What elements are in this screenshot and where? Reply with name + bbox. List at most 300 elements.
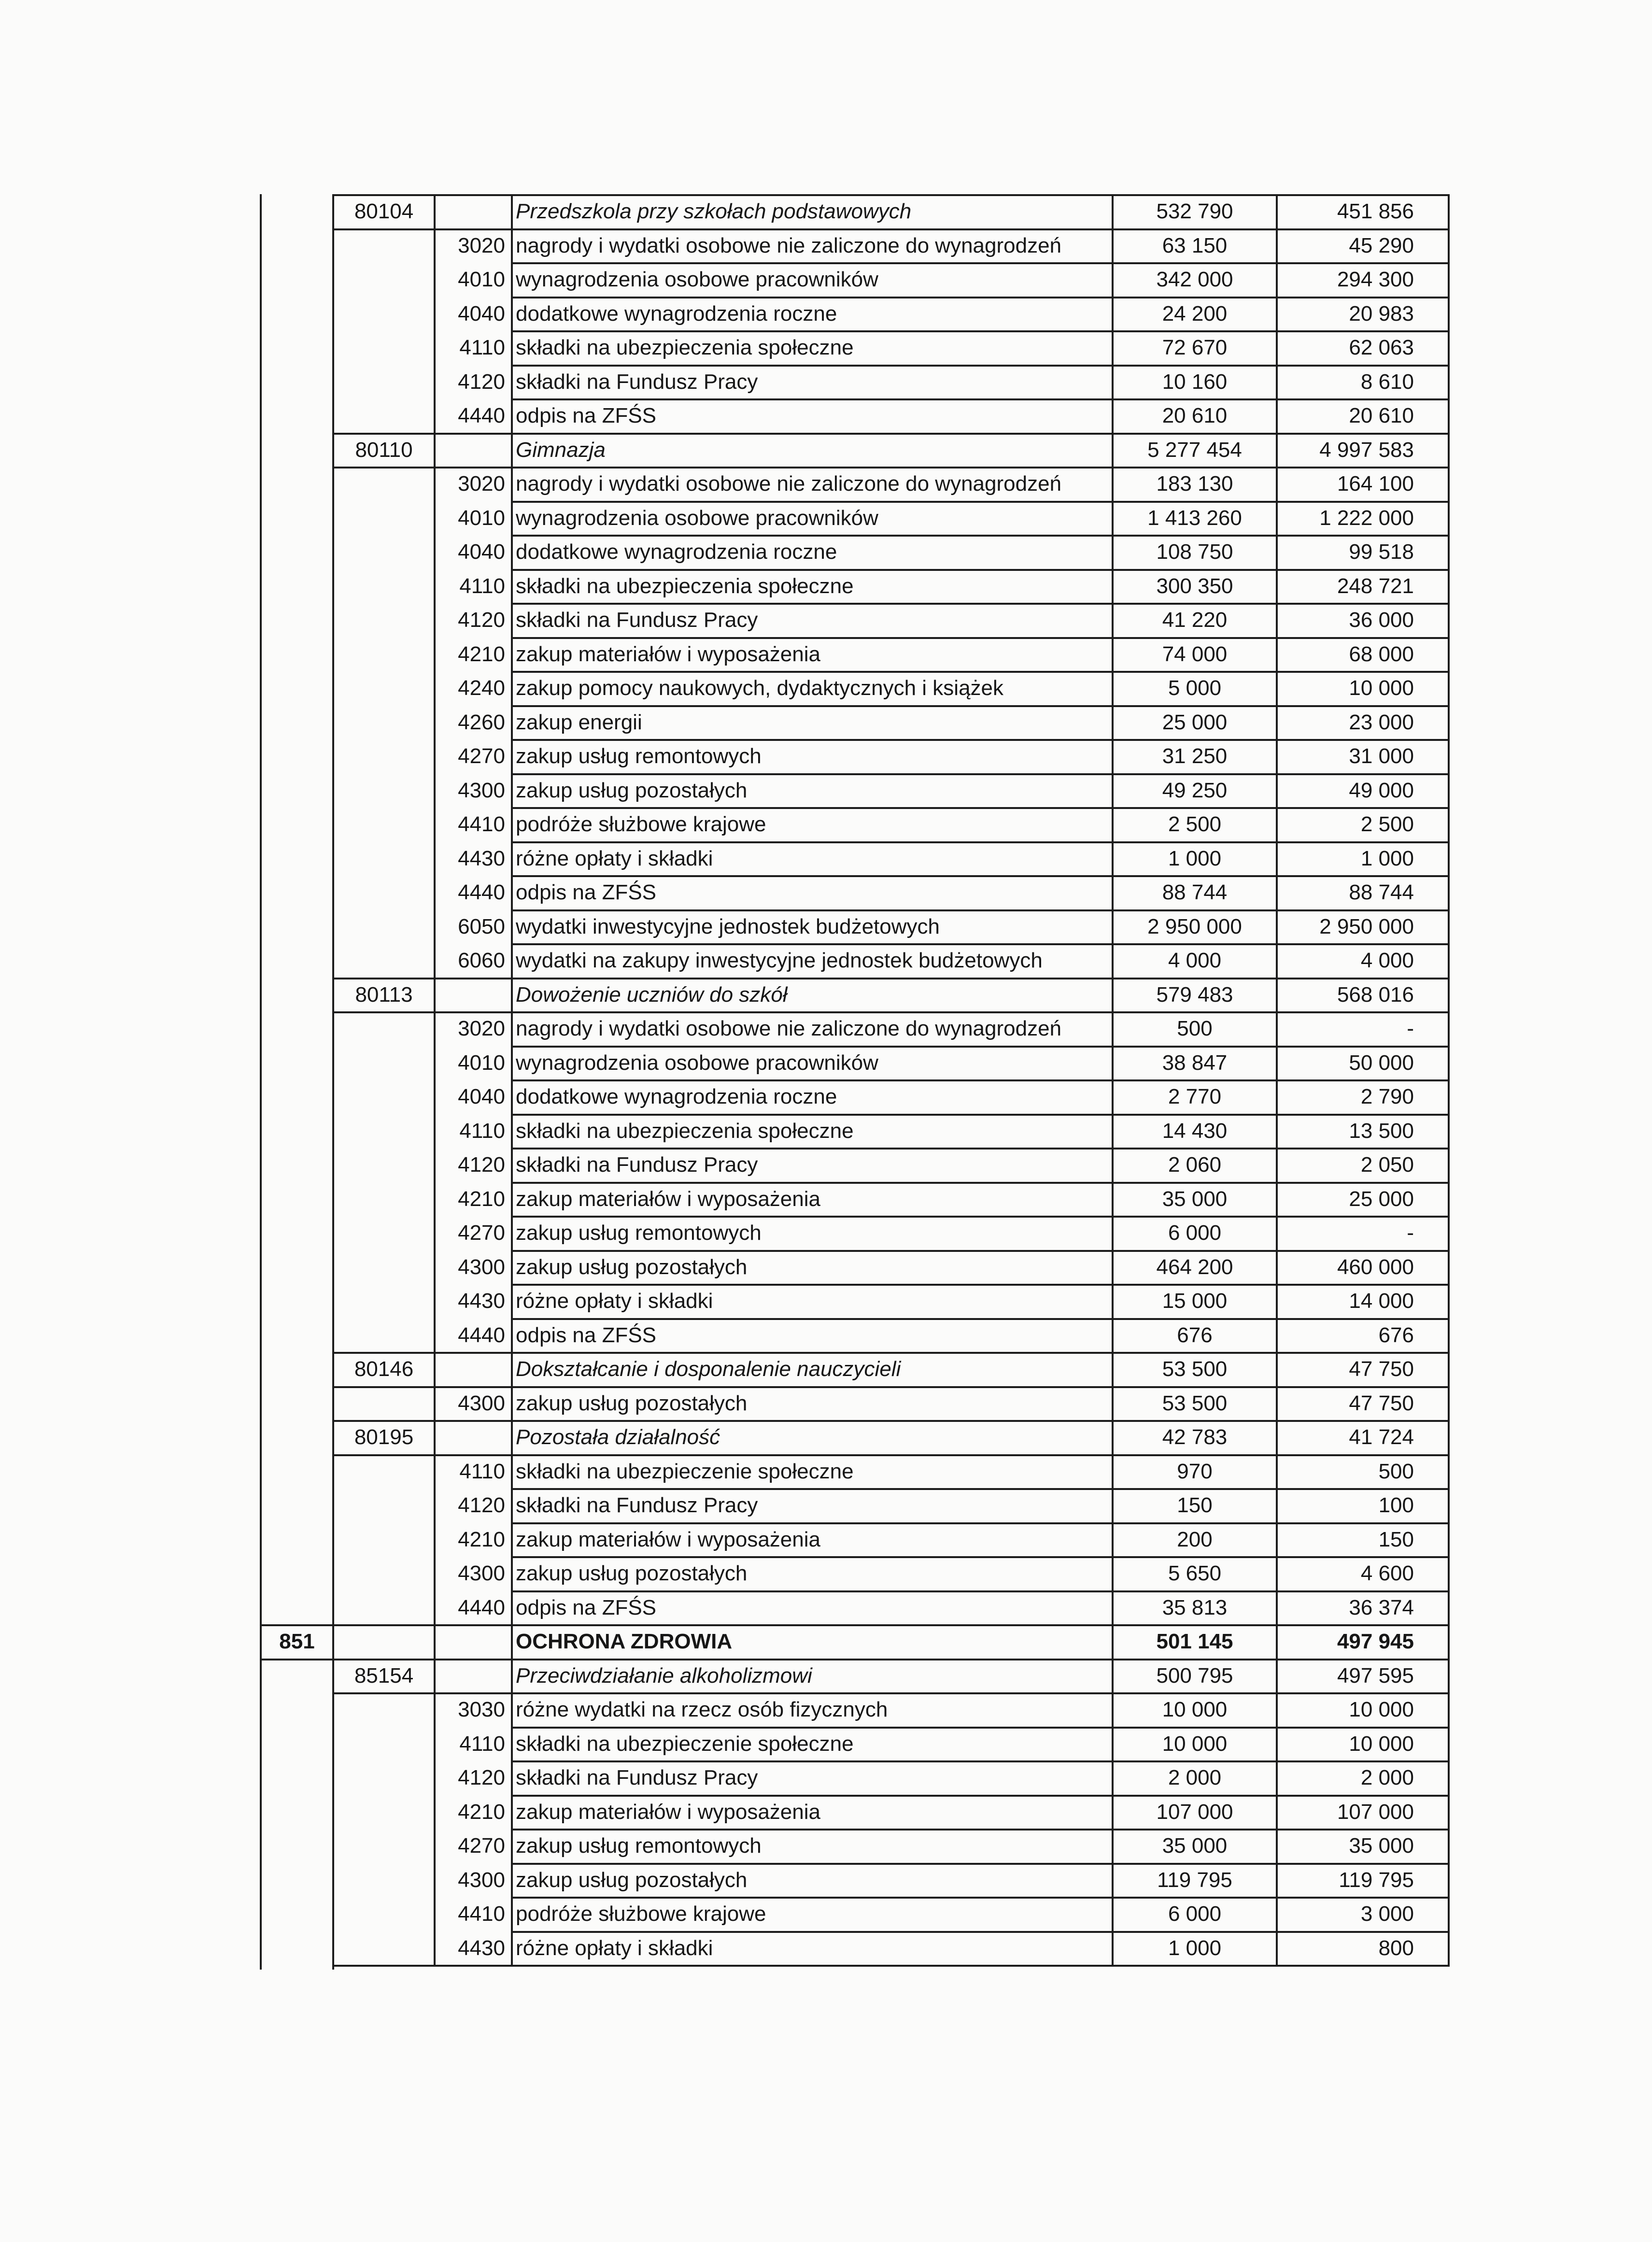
- cell-border: [1448, 1114, 1450, 1150]
- execution-amount: -: [1407, 1221, 1414, 1245]
- expense-name: zakup usług pozostałych: [516, 1561, 748, 1585]
- expense-name: składki na Fundusz Pracy: [516, 1766, 758, 1789]
- execution-amount: 36 374: [1349, 1595, 1414, 1619]
- paragraf-code: 4430: [458, 846, 505, 870]
- expense-name: zakup materiałów i wyposażenia: [516, 1187, 820, 1211]
- plan-amount: 300 350: [1156, 574, 1233, 598]
- cell-border: [1448, 875, 1450, 911]
- expense-name: wynagrodzenia osobowe pracowników: [516, 506, 878, 530]
- expense-name: zakup usług pozostałych: [516, 778, 748, 802]
- expense-name: składki na Fundusz Pracy: [516, 1493, 758, 1517]
- plan-amount: 342 000: [1156, 268, 1233, 291]
- paragraf-code: 4110: [459, 1459, 505, 1483]
- rozdzial-code: 80110: [355, 438, 413, 462]
- plan-amount: 200: [1177, 1527, 1213, 1551]
- expense-name: zakup materiałów i wyposażenia: [516, 1800, 820, 1824]
- expense-name: składki na ubezpieczenie społeczne: [516, 1731, 854, 1756]
- plan-amount: 2 950 000: [1147, 914, 1242, 938]
- plan-amount: 35 000: [1162, 1187, 1228, 1211]
- expense-name: składki na ubezpieczenie społeczne: [516, 1459, 854, 1483]
- cell-border: [1448, 1488, 1450, 1524]
- expense-name: wynagrodzenia osobowe pracowników: [516, 268, 878, 291]
- cell-border: [1448, 1795, 1450, 1831]
- plan-amount: 1 413 260: [1147, 506, 1242, 530]
- plan-amount: 10 000: [1162, 1698, 1228, 1721]
- execution-amount: 68 000: [1349, 642, 1414, 666]
- cell-border: [511, 1352, 513, 1388]
- expense-name: składki na ubezpieczenia społeczne: [516, 336, 854, 359]
- paragraf-code: 3020: [458, 233, 505, 257]
- plan-amount: 72 670: [1162, 336, 1228, 359]
- cell-border: [434, 978, 436, 1014]
- paragraf-code: 4040: [458, 301, 505, 326]
- cell-border: [1448, 1863, 1450, 1899]
- execution-amount: 2 000: [1360, 1766, 1414, 1789]
- cell-border: [511, 1692, 513, 1729]
- paragraf-code: 3030: [458, 1698, 505, 1721]
- execution-amount: 10 000: [1349, 1731, 1414, 1756]
- cell-border: [1448, 1250, 1450, 1286]
- expense-name: zakup energii: [516, 710, 642, 734]
- cell-border: [434, 1420, 436, 1456]
- execution-amount: 800: [1378, 1936, 1414, 1960]
- paragraf-code: 4040: [458, 540, 505, 564]
- expense-name: Dokształcanie i dosponalenie nauczycieli: [516, 1357, 901, 1381]
- cell-border: [1448, 841, 1450, 878]
- execution-amount: 2 500: [1360, 812, 1414, 836]
- expense-name: składki na ubezpieczenia społeczne: [516, 574, 854, 598]
- plan-amount: 1 000: [1168, 846, 1222, 870]
- cell-border: [434, 433, 436, 469]
- execution-amount: 2 950 000: [1319, 914, 1414, 938]
- paragraf-code: 4120: [458, 1153, 505, 1177]
- cell-border: [511, 1011, 513, 1048]
- cell-border: [1448, 1386, 1450, 1422]
- paragraf-code: 4240: [458, 676, 505, 700]
- cell-border: [511, 1284, 513, 1320]
- paragraf-code: 4040: [458, 1085, 505, 1108]
- plan-amount: 14 430: [1162, 1119, 1228, 1143]
- expense-name: odpis na ZFŚS: [516, 880, 657, 904]
- cell-border: [511, 807, 513, 843]
- cell-border: [511, 943, 513, 979]
- plan-amount: 63 150: [1162, 233, 1228, 257]
- plan-amount: 2 060: [1168, 1153, 1222, 1177]
- cell-border: [1448, 1046, 1450, 1082]
- cell-border: [1448, 535, 1450, 571]
- plan-amount: 74 000: [1162, 642, 1228, 666]
- plan-amount: 119 795: [1157, 1868, 1232, 1892]
- execution-amount: 4 997 583: [1319, 438, 1414, 462]
- paragraf-code: 4410: [458, 1902, 505, 1926]
- execution-amount: 35 000: [1349, 1834, 1414, 1858]
- plan-amount: 500: [1177, 1017, 1213, 1040]
- execution-amount: 451 856: [1337, 199, 1414, 223]
- cell-border: [511, 1079, 513, 1116]
- execution-amount: 568 016: [1337, 982, 1414, 1007]
- cell-border: [511, 773, 513, 809]
- execution-amount: 107 000: [1337, 1800, 1414, 1824]
- expense-name: Pozostała działalność: [516, 1425, 720, 1449]
- plan-amount: 1 000: [1168, 1936, 1222, 1960]
- paragraf-code: 4010: [458, 1050, 505, 1075]
- cell-border: [1448, 1148, 1450, 1184]
- cell-border: [511, 1318, 513, 1354]
- paragraf-code: 4260: [458, 710, 505, 734]
- rozdzial-code: 85154: [354, 1663, 414, 1688]
- expense-name: zakup usług pozostałych: [516, 1391, 748, 1415]
- cell-border: [1448, 1829, 1450, 1865]
- cell-border: [1448, 398, 1450, 435]
- cell-border: [1448, 637, 1450, 673]
- cell-border: [1448, 943, 1450, 979]
- paragraf-code: 4210: [458, 1800, 505, 1824]
- plan-amount: 2 000: [1168, 1766, 1222, 1789]
- cell-border: [1448, 1522, 1450, 1559]
- execution-amount: 45 290: [1349, 233, 1414, 257]
- execution-amount: 164 100: [1337, 472, 1414, 496]
- cell-border: [511, 1488, 513, 1524]
- plan-amount: 500 795: [1156, 1663, 1233, 1688]
- cell-border: [511, 228, 513, 265]
- left-margin-rule: [260, 194, 262, 1970]
- cell-border: [511, 671, 513, 707]
- plan-amount: 6 000: [1168, 1902, 1222, 1926]
- execution-amount: 50 000: [1349, 1050, 1414, 1075]
- plan-amount: 5 650: [1168, 1561, 1222, 1585]
- cell-border: [511, 909, 513, 946]
- execution-amount: 20 983: [1349, 301, 1414, 326]
- expense-name: wynagrodzenia osobowe pracowników: [516, 1050, 878, 1075]
- execution-amount: 3 000: [1360, 1902, 1414, 1926]
- cell-border: [511, 501, 513, 537]
- execution-amount: 31 000: [1349, 744, 1414, 768]
- cell-border: [1448, 1011, 1450, 1048]
- execution-amount: 62 063: [1349, 336, 1414, 359]
- plan-amount: 10 000: [1162, 1731, 1228, 1756]
- execution-amount: 460 000: [1337, 1255, 1414, 1279]
- execution-amount: 2 050: [1360, 1153, 1414, 1177]
- cell-border: [1448, 194, 1450, 230]
- paragraf-code: 3020: [458, 472, 505, 496]
- cell-border: [1448, 739, 1450, 775]
- paragraf-code: 6060: [458, 949, 505, 972]
- cell-border: [1448, 909, 1450, 946]
- plan-amount: 31 250: [1162, 744, 1228, 768]
- execution-amount: 100: [1378, 1493, 1414, 1517]
- plan-amount: 53 500: [1162, 1357, 1228, 1381]
- paragraf-code: 4210: [458, 1527, 505, 1551]
- paragraf-code: 4120: [458, 1493, 505, 1517]
- cell-border: [434, 194, 436, 230]
- expense-name: wydatki na zakupy inwestycyjne jednostek budżetowych: [516, 949, 1043, 972]
- row-border: [332, 1965, 1450, 1967]
- plan-amount: 88 744: [1162, 880, 1228, 904]
- rozdzial-code: 80146: [354, 1357, 414, 1381]
- execution-amount: 150: [1378, 1527, 1414, 1551]
- expense-name: zakup usług remontowych: [516, 1221, 762, 1245]
- execution-amount: 2 790: [1360, 1085, 1414, 1108]
- execution-amount: 20 610: [1349, 404, 1414, 427]
- expense-name: dodatkowe wynagrodzenia roczne: [516, 301, 837, 326]
- cell-border: [434, 1624, 436, 1660]
- paragraf-code: 4300: [458, 1561, 505, 1585]
- expense-name: składki na Fundusz Pracy: [516, 369, 758, 394]
- plan-amount: 107 000: [1156, 1800, 1233, 1824]
- execution-amount: 1 222 000: [1319, 506, 1414, 530]
- cell-border: [1448, 501, 1450, 537]
- cell-border: [511, 1148, 513, 1184]
- cell-border: [1448, 1352, 1450, 1388]
- cell-border: [511, 1216, 513, 1252]
- cell-border: [1448, 1216, 1450, 1252]
- expense-name: różne opłaty i składki: [516, 1936, 713, 1960]
- dzial-code: 851: [279, 1630, 315, 1653]
- paragraf-code: 4300: [458, 778, 505, 802]
- execution-amount: 36 000: [1349, 608, 1414, 632]
- cell-border: [1448, 1727, 1450, 1763]
- cell-border: [1448, 1624, 1450, 1660]
- expense-name: różne wydatki na rzecz osób fizycznych: [516, 1698, 888, 1721]
- cell-border: [1448, 1897, 1450, 1933]
- expense-name: nagrody i wydatki osobowe nie zaliczone do wynagrodzeń: [516, 472, 1062, 496]
- expense-name: różne opłaty i składki: [516, 1289, 713, 1313]
- paragraf-code: 6050: [458, 914, 505, 938]
- expense-name: dodatkowe wynagrodzenia roczne: [516, 540, 837, 564]
- plan-amount: 5 277 454: [1147, 438, 1242, 462]
- paragraf-code: 4430: [458, 1936, 505, 1960]
- expense-name: składki na Fundusz Pracy: [516, 1153, 758, 1177]
- plan-amount: 38 847: [1162, 1050, 1228, 1075]
- expense-name: odpis na ZFŚS: [516, 1595, 657, 1619]
- paragraf-code: 3020: [458, 1017, 505, 1040]
- paragraf-code: 4440: [458, 880, 505, 904]
- cell-border: [511, 637, 513, 673]
- execution-amount: 23 000: [1349, 710, 1414, 734]
- paragraf-code: 4430: [458, 1289, 505, 1313]
- cell-border: [1448, 1590, 1450, 1627]
- cell-border: [511, 739, 513, 775]
- execution-amount: 47 750: [1349, 1391, 1414, 1415]
- expense-name: OCHRONA ZDROWIA: [516, 1630, 733, 1653]
- cell-border: [1448, 1692, 1450, 1729]
- plan-amount: 24 200: [1162, 301, 1228, 326]
- cell-border: [1448, 467, 1450, 503]
- plan-amount: 35 000: [1162, 1834, 1228, 1858]
- cell-border: [511, 1659, 513, 1695]
- cell-border: [511, 569, 513, 605]
- cell-border: [1448, 807, 1450, 843]
- cell-border: [1448, 978, 1450, 1014]
- plan-amount: 20 610: [1162, 404, 1228, 427]
- paragraf-code: 4270: [458, 1221, 505, 1245]
- cell-border: [511, 1727, 513, 1763]
- execution-amount: 1 000: [1360, 846, 1414, 870]
- execution-amount: 497 945: [1337, 1630, 1414, 1653]
- expense-name: dodatkowe wynagrodzenia roczne: [516, 1085, 837, 1108]
- cell-border: [511, 1114, 513, 1150]
- execution-amount: 119 795: [1339, 1868, 1414, 1892]
- plan-amount: 49 250: [1162, 778, 1228, 802]
- plan-amount: 676: [1177, 1323, 1213, 1347]
- cell-border: [1448, 1556, 1450, 1592]
- expense-name: zakup materiałów i wyposażenia: [516, 642, 820, 666]
- expense-name: Przeciwdziałanie alkoholizmowi: [516, 1663, 812, 1688]
- execution-amount: 47 750: [1349, 1357, 1414, 1381]
- cell-border: [511, 875, 513, 911]
- cell-border: [511, 1897, 513, 1933]
- paragraf-code: 4010: [458, 268, 505, 291]
- plan-amount: 15 000: [1162, 1289, 1228, 1313]
- cell-border: [511, 1250, 513, 1286]
- cell-border: [1448, 433, 1450, 469]
- execution-amount: 4 600: [1360, 1561, 1414, 1585]
- cell-border: [511, 978, 513, 1014]
- cell-border: [1448, 262, 1450, 298]
- plan-amount: 4 000: [1168, 949, 1222, 972]
- plan-amount: 970: [1177, 1459, 1213, 1483]
- plan-amount: 183 130: [1156, 472, 1233, 496]
- execution-amount: 8 610: [1360, 369, 1414, 394]
- plan-amount: 41 220: [1162, 608, 1228, 632]
- cell-border: [511, 467, 513, 503]
- paragraf-code: 4110: [459, 336, 505, 359]
- cell-border: [511, 535, 513, 571]
- cell-border: [511, 398, 513, 435]
- execution-amount: 10 000: [1349, 1698, 1414, 1721]
- execution-amount: 88 744: [1349, 880, 1414, 904]
- rozdzial-code: 80104: [354, 199, 414, 223]
- expense-name: składki na ubezpieczenia społeczne: [516, 1119, 854, 1143]
- cell-border: [511, 1386, 513, 1422]
- cell-border: [511, 194, 513, 230]
- plan-amount: 25 000: [1162, 710, 1228, 734]
- cell-border: [511, 1863, 513, 1899]
- paragraf-code: 4440: [458, 1323, 505, 1347]
- execution-amount: 10 000: [1349, 676, 1414, 700]
- execution-amount: 99 518: [1349, 540, 1414, 564]
- cell-border: [511, 603, 513, 639]
- execution-amount: 294 300: [1337, 268, 1414, 291]
- cell-border: [1448, 1760, 1450, 1797]
- expense-name: podróże służbowe krajowe: [516, 812, 766, 836]
- cell-border: [511, 1182, 513, 1218]
- paragraf-code: 4270: [458, 1834, 505, 1858]
- execution-amount: -: [1407, 1017, 1414, 1040]
- paragraf-code: 4300: [458, 1391, 505, 1415]
- execution-amount: 41 724: [1349, 1425, 1414, 1449]
- paragraf-code: 4300: [458, 1868, 505, 1892]
- execution-amount: 14 000: [1349, 1289, 1414, 1313]
- plan-amount: 579 483: [1156, 982, 1233, 1007]
- cell-border: [1448, 365, 1450, 401]
- expense-name: nagrody i wydatki osobowe nie zaliczone do wynagrodzeń: [516, 1017, 1062, 1040]
- paragraf-code: 4110: [459, 1731, 505, 1756]
- expense-name: wydatki inwestycyjne jednostek budżetowych: [516, 914, 940, 938]
- expense-name: zakup usług remontowych: [516, 744, 762, 768]
- plan-amount: 2 770: [1168, 1085, 1222, 1108]
- plan-amount: 150: [1177, 1493, 1213, 1517]
- execution-amount: 25 000: [1349, 1187, 1414, 1211]
- cell-border: [1448, 228, 1450, 265]
- cell-border: [511, 841, 513, 878]
- paragraf-code: 4440: [458, 404, 505, 427]
- execution-amount: 4 000: [1360, 949, 1414, 972]
- plan-amount: 464 200: [1156, 1255, 1233, 1279]
- expense-name: składki na Fundusz Pracy: [516, 608, 758, 632]
- cell-border: [1448, 1659, 1450, 1695]
- cell-border: [511, 262, 513, 298]
- paragraf-code: 4270: [458, 744, 505, 768]
- paragraf-code: 4210: [458, 1187, 505, 1211]
- execution-amount: 49 000: [1349, 778, 1414, 802]
- cell-border: [1448, 569, 1450, 605]
- cell-border: [1448, 330, 1450, 367]
- execution-amount: 497 595: [1337, 1663, 1414, 1688]
- cell-border: [1448, 1318, 1450, 1354]
- expense-name: odpis na ZFŚS: [516, 1323, 657, 1347]
- cell-border: [434, 1352, 436, 1388]
- cell-border: [1448, 1420, 1450, 1456]
- plan-amount: 35 813: [1162, 1595, 1228, 1619]
- plan-amount: 42 783: [1162, 1425, 1228, 1449]
- cell-border: [511, 1795, 513, 1831]
- plan-amount: 501 145: [1156, 1630, 1233, 1653]
- plan-amount: 2 500: [1168, 812, 1222, 836]
- cell-border: [511, 1522, 513, 1559]
- expense-name: zakup usług pozostałych: [516, 1868, 748, 1892]
- expense-name: zakup pomocy naukowych, dydaktycznych i książek: [516, 676, 1004, 700]
- cell-border: [1448, 1284, 1450, 1320]
- cell-border: [511, 365, 513, 401]
- cell-border: [511, 433, 513, 469]
- cell-border: [511, 1829, 513, 1865]
- expense-name: Gimnazja: [516, 438, 606, 462]
- cell-border: [1448, 705, 1450, 741]
- rozdzial-code: 80195: [354, 1425, 414, 1449]
- cell-border: [1448, 1931, 1450, 1967]
- plan-amount: 53 500: [1162, 1391, 1228, 1415]
- paragraf-code: 4120: [458, 1766, 505, 1789]
- cell-border: [511, 1624, 513, 1660]
- cell-border: [1448, 1079, 1450, 1116]
- execution-amount: 13 500: [1349, 1119, 1414, 1143]
- cell-border: [1448, 603, 1450, 639]
- cell-border: [1448, 1182, 1450, 1218]
- cell-border: [511, 1556, 513, 1592]
- cell-border: [511, 297, 513, 333]
- paragraf-code: 4110: [459, 574, 505, 598]
- cell-border: [1448, 671, 1450, 707]
- rozdzial-code: 80113: [355, 982, 413, 1007]
- execution-amount: 500: [1378, 1459, 1414, 1483]
- cell-border: [511, 705, 513, 741]
- plan-amount: 5 000: [1168, 676, 1222, 700]
- plan-amount: 532 790: [1156, 199, 1233, 223]
- plan-amount: 6 000: [1168, 1221, 1222, 1245]
- paragraf-code: 4120: [458, 369, 505, 394]
- paragraf-code: 4300: [458, 1255, 505, 1279]
- execution-amount: 676: [1378, 1323, 1414, 1347]
- expense-name: zakup materiałów i wyposażenia: [516, 1527, 820, 1551]
- paragraf-code: 4010: [458, 506, 505, 530]
- cell-border: [511, 1046, 513, 1082]
- execution-amount: 248 721: [1337, 574, 1414, 598]
- expense-name: zakup usług pozostałych: [516, 1255, 748, 1279]
- paragraf-code: 4120: [458, 608, 505, 632]
- cell-border: [1448, 1454, 1450, 1490]
- cell-border: [511, 1590, 513, 1627]
